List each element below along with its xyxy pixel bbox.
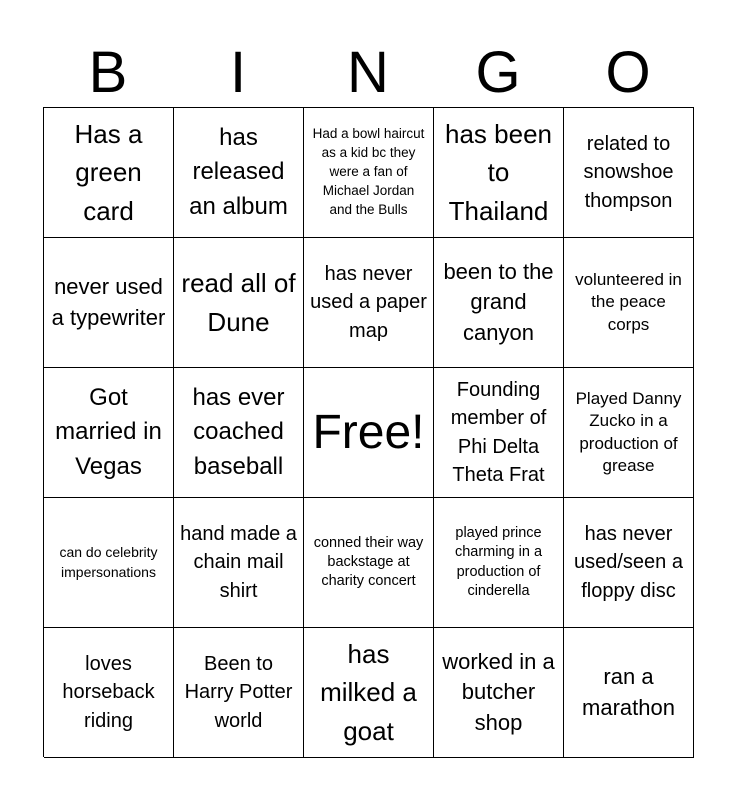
cell-text: has been to Thailand [445, 118, 552, 226]
cell-text: ran a marathon [582, 664, 675, 720]
cell-text: has never used/seen a floppy disc [574, 522, 683, 602]
bingo-cell[interactable] [564, 368, 694, 498]
cell-text: played prince charming in a production of cinderella [454, 525, 543, 599]
bingo-cell[interactable] [564, 108, 694, 238]
bingo-cell[interactable] [564, 238, 694, 368]
cell-text: Played Danny Zucko in a production of grease [575, 388, 682, 475]
bingo-cell[interactable] [174, 628, 304, 758]
bingo-cell-free[interactable] [304, 368, 434, 498]
header-letter-i: I [229, 40, 247, 105]
cell-text: has never used a paper map [310, 262, 427, 342]
cell-text: can do celebrity impersonations [59, 544, 158, 580]
bingo-header [43, 40, 693, 106]
cell-text: conned their way backstage at charity concert [313, 534, 424, 590]
bingo-cell[interactable] [304, 498, 434, 628]
cell-text: Got married in Vegas [55, 384, 162, 480]
bingo-cell[interactable] [434, 108, 564, 238]
bingo-cell[interactable] [564, 628, 694, 758]
bingo-cell[interactable] [174, 498, 304, 628]
cell-text: volunteered in the peace corps [575, 269, 682, 334]
bingo-cell[interactable] [434, 498, 564, 628]
cell-text: has ever coached baseball [192, 384, 285, 480]
bingo-cell[interactable] [44, 368, 174, 498]
cell-text: has milked a goat [320, 638, 417, 746]
header-letter-o: O [605, 40, 651, 105]
cell-text: worked in a butcher shop [442, 648, 555, 735]
bingo-cell[interactable] [44, 498, 174, 628]
header-letter-n: N [347, 40, 389, 105]
cell-text: loves horseback riding [62, 652, 155, 732]
bingo-cell[interactable] [304, 108, 434, 238]
bingo-cell[interactable] [174, 108, 304, 238]
header-letter-g: G [475, 40, 521, 105]
bingo-cell[interactable] [304, 628, 434, 758]
cell-text: related to snowshoe thompson [583, 132, 674, 212]
cell-text: hand made a chain mail shirt [180, 522, 297, 602]
bingo-cell[interactable] [434, 238, 564, 368]
bingo-cell[interactable] [174, 368, 304, 498]
bingo-cell[interactable] [44, 628, 174, 758]
bingo-board [43, 107, 694, 757]
bingo-cell[interactable] [44, 108, 174, 238]
cell-text: never used a typewriter [51, 274, 166, 330]
cell-text: read all of Dune [181, 268, 296, 337]
cell-text: Been to Harry Potter world [184, 652, 293, 732]
cell-text: Founding member of Phi Delta Theta Frat [450, 378, 547, 486]
bingo-cell[interactable] [564, 498, 694, 628]
bingo-cell[interactable] [434, 368, 564, 498]
bingo-cell[interactable] [434, 628, 564, 758]
bingo-cell[interactable] [304, 238, 434, 368]
cell-text: Free! [312, 405, 425, 459]
cell-text: has released an album [189, 124, 288, 220]
cell-text: been to the grand canyon [443, 258, 554, 345]
bingo-cell[interactable] [174, 238, 304, 368]
cell-text: Has a green card [74, 118, 143, 226]
header-letter-b: B [88, 40, 128, 105]
bingo-cell[interactable] [44, 238, 174, 368]
cell-text: Had a bowl haircut as a kid bc they were a fan of Michael Jordan and the Bulls [312, 126, 425, 217]
